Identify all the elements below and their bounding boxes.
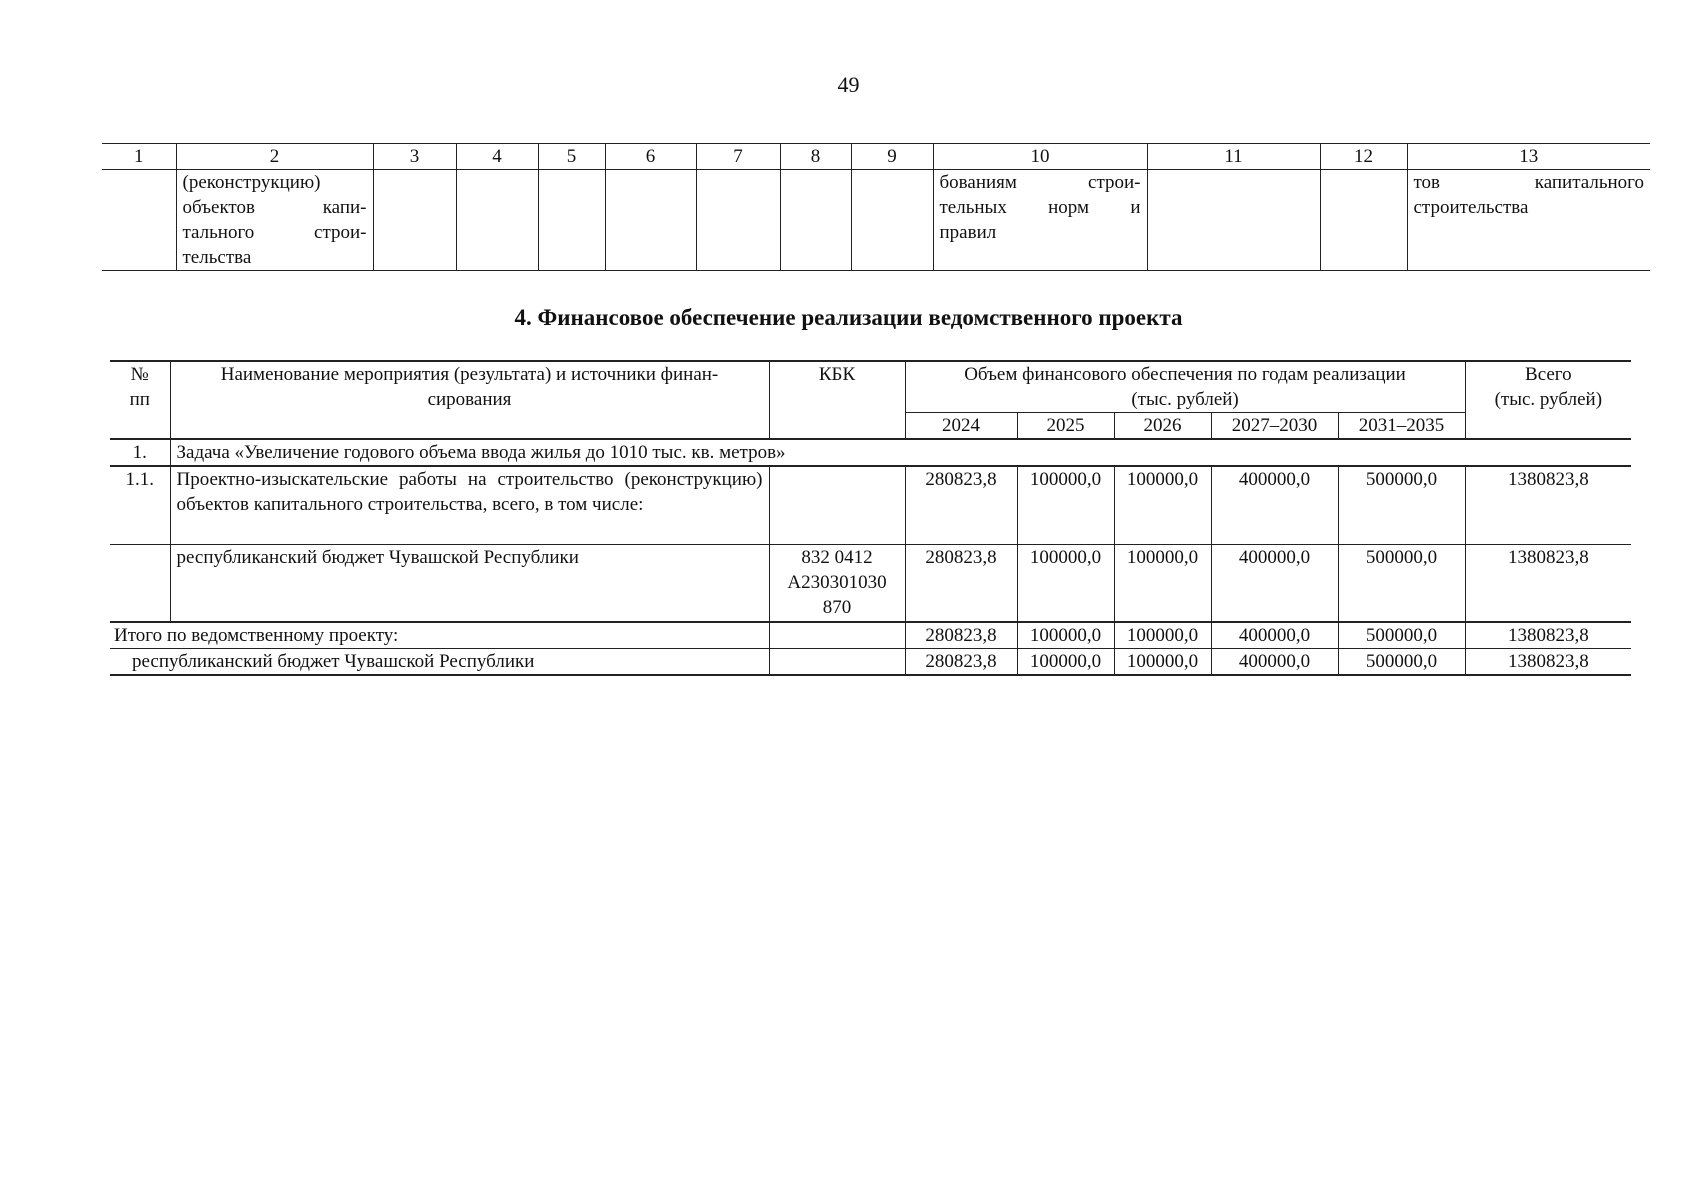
header-year: 2024	[905, 413, 1017, 440]
totals-row	[110, 622, 1631, 649]
header-year: 2025	[1017, 413, 1114, 440]
value-cell: 280823,8	[905, 622, 1017, 649]
table-row	[102, 170, 1650, 271]
table-row	[110, 544, 1631, 622]
header-num: № пп	[110, 361, 170, 439]
value-cell: 400000,0	[1211, 544, 1338, 622]
row-num: 1.1.	[110, 466, 170, 544]
value-cell: 100000,0	[1114, 649, 1211, 676]
row-kbk	[769, 466, 905, 544]
totals-row	[110, 649, 1631, 676]
column-number: 10	[933, 144, 1147, 170]
total-cell: 1380823,8	[1465, 649, 1631, 676]
row-num	[110, 544, 170, 622]
column-number: 12	[1320, 144, 1407, 170]
activity-name-cell: (реконструкцию) объектов капи- тального строи- тельства	[176, 170, 373, 271]
task-row	[110, 439, 1631, 466]
column-number: 13	[1407, 144, 1650, 170]
value-cell: 280823,8	[905, 544, 1017, 622]
column-number: 9	[851, 144, 933, 170]
section-title: 4. Финансовое обеспечение реализации ведомственного проекта	[514, 305, 1183, 330]
column-number: 4	[456, 144, 538, 170]
value-cell: 500000,0	[1338, 622, 1465, 649]
column-number: 6	[605, 144, 696, 170]
value-cell: 100000,0	[1114, 466, 1211, 544]
value-cell: 100000,0	[1114, 544, 1211, 622]
table-row	[110, 466, 1631, 544]
header-year: 2027–2030	[1211, 413, 1338, 440]
column-number: 8	[780, 144, 851, 170]
column-number-row	[102, 144, 1650, 170]
total-cell: 1380823,8	[1465, 622, 1631, 649]
totals-label: Итого по ведомственному проекту:	[110, 622, 769, 649]
row-name: республиканский бюджет Чувашской Республики	[170, 544, 769, 622]
value-cell: 500000,0	[1338, 649, 1465, 676]
continuation-table	[102, 143, 1650, 271]
header-year: 2026	[1114, 413, 1211, 440]
column-number: 7	[696, 144, 780, 170]
value-cell: 400000,0	[1211, 622, 1338, 649]
header-total: Всего (тыс. рублей)	[1465, 361, 1631, 439]
objects-cell: тов капитального строительства	[1407, 170, 1650, 271]
value-cell: 500000,0	[1338, 544, 1465, 622]
row-kbk: 832 0412 А230301030 870	[769, 544, 905, 622]
value-cell: 500000,0	[1338, 466, 1465, 544]
requirements-cell: бованиям строи- тельных норм и правил	[933, 170, 1147, 271]
value-cell: 100000,0	[1017, 466, 1114, 544]
value-cell: 100000,0	[1017, 649, 1114, 676]
value-cell: 100000,0	[1017, 622, 1114, 649]
value-cell: 280823,8	[905, 466, 1017, 544]
header-volume: Объем финансового обеспечения по годам реализации (тыс. рублей)	[905, 361, 1465, 413]
value-cell: 280823,8	[905, 649, 1017, 676]
header-name: Наименование мероприятия (результата) и источники финан- сирования	[170, 361, 769, 439]
header-row	[110, 361, 1631, 413]
column-number: 11	[1147, 144, 1320, 170]
column-number: 5	[538, 144, 605, 170]
total-cell: 1380823,8	[1465, 466, 1631, 544]
finance-table	[110, 360, 1631, 676]
total-cell: 1380823,8	[1465, 544, 1631, 622]
column-number: 2	[176, 144, 373, 170]
page-number: 49	[837, 72, 860, 97]
task-text: Задача «Увеличение годового объема ввода жилья до 1010 тыс. кв. метров»	[170, 439, 1631, 466]
row-name: Проектно-изыскательские работы на строительство (реконструкцию) объектов капитального строительства, всего, в том числе:	[170, 466, 769, 544]
value-cell: 400000,0	[1211, 649, 1338, 676]
column-number: 1	[102, 144, 176, 170]
header-year: 2031–2035	[1338, 413, 1465, 440]
task-num: 1.	[110, 439, 170, 466]
column-number: 3	[373, 144, 456, 170]
value-cell: 100000,0	[1114, 622, 1211, 649]
value-cell: 100000,0	[1017, 544, 1114, 622]
totals-label: республиканский бюджет Чувашской Республики	[110, 649, 769, 676]
value-cell: 400000,0	[1211, 466, 1338, 544]
header-kbk: КБК	[769, 361, 905, 439]
